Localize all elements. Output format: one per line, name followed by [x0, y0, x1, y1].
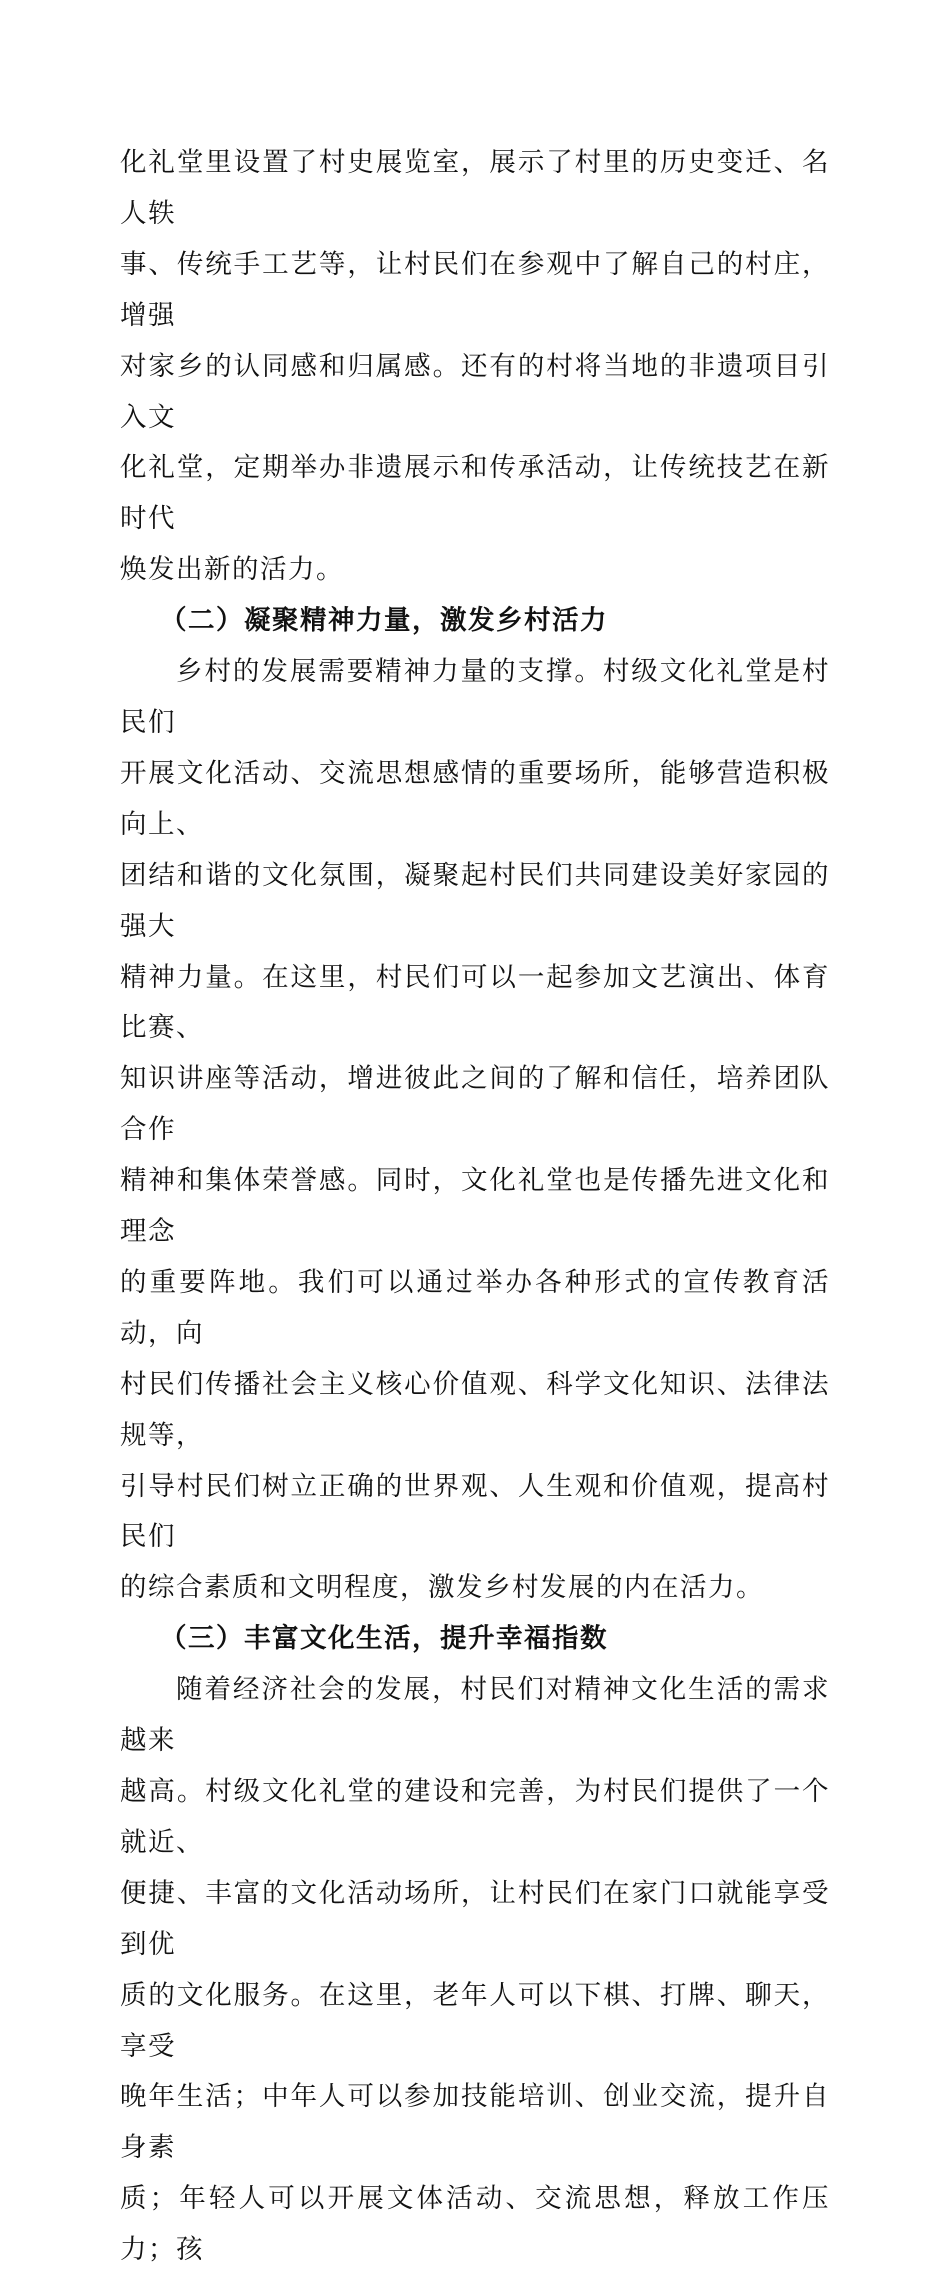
paragraph-continued: 化礼堂里设置了村史展览室，展示了村里的历史变迁、名人轶 事、传统手工艺等，让村民们在参观中了解自己的村庄，增强 对家乡的认同感和归属感。还有的村将当地的非遗项目引入文 化礼堂，定期举办非遗展示和传承活动，让传统技艺在新时代 焕发出新的活力。 — [120, 147, 830, 586]
paragraph-section-2: 乡村的发展需要精神力量的支撑。村级文化礼堂是村民们 开展文化活动、交流思想感情的重要场所，能够营造积极向上、 团结和谐的文化氛围，凝聚起村民们共同建设美好家园的强大 精神力量。在这里，村民们可以一起参加文艺演出、体育比赛、 知识讲座等活动，增进彼此之间的了解和信任，培养团队合作 精神和集体荣誉感。同时，文化礼堂也是传播先进文化和理念 的重要阵地。我们可以通过举办各种形式的宣传教育活动，向 村民们传播社会主义核心价值观、科学文化知识、法律法规等， 引导村民们树立正确的世界观、人生观和价值观，提高村民们 的综合素质和文明程度，激发乡村发展的内在活力。 — [120, 656, 830, 1604]
paragraph-section-3: 随着经济社会的发展，村民们对精神文化生活的需求越来 越高。村级文化礼堂的建设和完善，为村民们提供了一个就近、 便捷、丰富的文化活动场所，让村民们在家门口就能享受到优 质的文化服务。在这里，老年人可以下棋、打牌、聊天，享受 晚年生活；中年人可以参加技能培训、创业交流，提升自身素 质；年轻人可以开展文体活动、交流思想，释放工作压力；孩 — [120, 1674, 830, 2266]
document-body — [120, 138, 830, 2276]
section-heading-3: （三）丰富文化生活，提升幸福指数 — [160, 1623, 608, 1655]
section-heading-2: （二）凝聚精神力量，激发乡村活力 — [160, 605, 608, 637]
